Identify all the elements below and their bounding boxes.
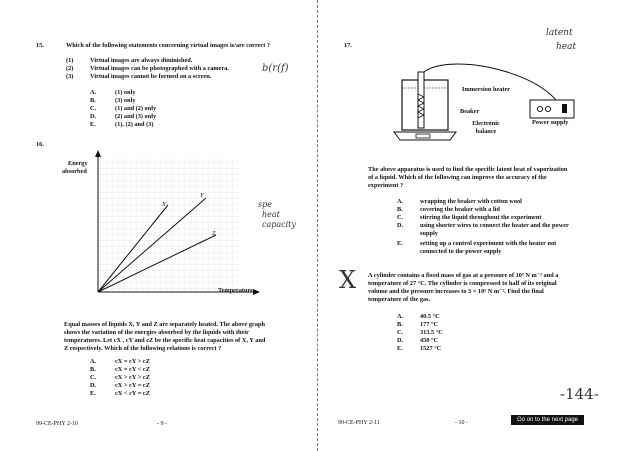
q15-statement-1: Virtual images are always diminished.: [90, 57, 193, 64]
q17-option-a-label[interactable]: A.: [397, 198, 404, 205]
q17-text-line-1: The above apparatus is used to find the specific latent heat of vaporization: [368, 166, 568, 173]
graph-y-label-2: absorbed: [62, 168, 87, 175]
q15-statement-2: Virtual images can be photographed with a camera.: [90, 65, 229, 72]
column-divider: [317, 0, 319, 451]
q15-option-c[interactable]: (1) and (2) only: [115, 105, 157, 112]
q16-handwritten-3: capacity: [262, 220, 296, 229]
y-axis-arrow-icon: [95, 150, 101, 157]
q17-option-e-label[interactable]: E.: [397, 240, 403, 247]
terminal-1-icon: [538, 107, 543, 112]
q17-option-d[interactable]: using shorter wires to connect the heater and the power: [420, 222, 569, 229]
q18-text-line-1: A cylinder contains a fixed mass of gas at a pressure of 10⁵ N m⁻² and a: [368, 272, 559, 279]
q17-handwritten-1: latent: [546, 28, 573, 38]
left-footer-page: - 9 -: [157, 421, 167, 427]
graph-grid: [98, 158, 238, 292]
energy-temperature-graph: [88, 150, 263, 300]
q18-option-c-label[interactable]: C.: [397, 329, 404, 336]
heater-wire: [424, 64, 556, 100]
left-footer-code: 99-CE-PHY 2-10: [36, 421, 78, 427]
q18-option-c[interactable]: 313.5 °C: [420, 329, 443, 336]
q17-option-b-label[interactable]: B.: [397, 206, 403, 213]
q16-option-a[interactable]: cX = cY > cZ: [115, 358, 150, 365]
terminal-2-icon: [546, 107, 551, 112]
q16-option-b-label[interactable]: B.: [90, 366, 96, 373]
q16-handwritten-1: spe: [258, 200, 272, 209]
q15-option-b[interactable]: (3) only: [115, 97, 136, 104]
q15-option-b-label[interactable]: B.: [90, 97, 96, 104]
q18-option-e-label[interactable]: E.: [397, 345, 403, 352]
q17-option-d-line-2[interactable]: supply: [420, 230, 438, 237]
q18-option-b-label[interactable]: B.: [397, 321, 403, 328]
q15-statement-3-label: (3): [66, 73, 74, 80]
q16-option-d[interactable]: cX > cY = cZ: [115, 382, 150, 389]
label-immersion-heater: Immersion heater: [462, 86, 511, 93]
q16-text-line-4: Z respectively. Which of the following relations is correct ?: [64, 345, 222, 352]
right-footer-code: 99-CE-PHY 2-11: [338, 420, 380, 426]
q15-statement-2-label: (2): [66, 65, 74, 72]
line-y-label: Y: [200, 192, 204, 199]
q18-option-e[interactable]: 1527 °C: [420, 345, 442, 352]
q15-option-d[interactable]: (2) and (3) only: [115, 113, 157, 120]
x-axis-arrow-icon: [253, 289, 260, 295]
q18-cross-mark: X: [339, 266, 357, 294]
q15-statement-3: Virtual images cannot be formed on a screen.: [90, 73, 212, 80]
page-note-handwritten: -144-: [560, 385, 599, 403]
power-switch-icon: [562, 104, 567, 113]
q18-text-line-4: temperature of the gas.: [368, 296, 431, 303]
q16-option-e-label[interactable]: E.: [90, 390, 96, 397]
q17-option-c[interactable]: stirring the liquid throughout the experiment: [420, 214, 542, 221]
q17-option-d-label[interactable]: D.: [397, 222, 404, 229]
q16-handwritten-2: heat: [262, 210, 280, 219]
power-supply-box: [530, 100, 574, 118]
q18-option-d[interactable]: 450 °C: [420, 337, 439, 344]
q15-handwritten-note: b(r(f): [262, 63, 289, 74]
q16-option-b[interactable]: cX = cY < cZ: [115, 366, 150, 373]
q16-text-line-2: shows the variation of the energies absorbed by the liquids with their: [64, 329, 249, 336]
immersion-heater: [418, 72, 424, 128]
q18-option-b[interactable]: 177 °C: [420, 321, 439, 328]
q15-option-e-label[interactable]: E.: [90, 121, 96, 128]
q15-option-a[interactable]: (1) only: [115, 89, 136, 96]
line-z-label: Z: [212, 230, 216, 237]
graph-x-label: Temperature: [218, 287, 253, 294]
q15-option-e[interactable]: (1), (2) and (3): [115, 121, 154, 128]
q16-option-c-label[interactable]: C.: [90, 374, 97, 381]
label-beaker: Beaker: [460, 108, 480, 115]
label-electronic-balance: Electronic balance: [472, 120, 500, 135]
q15-question: Which of the following statements concerning virtual images is/are correct ?: [66, 42, 271, 49]
q17-option-c-label[interactable]: C.: [397, 214, 404, 221]
q18-option-a[interactable]: 40.5 °C: [420, 313, 440, 320]
q15-option-a-label[interactable]: A.: [90, 89, 97, 96]
q16-option-c[interactable]: cX > cY > cZ: [115, 374, 150, 381]
q17-text-line-3: experiment ?: [368, 182, 404, 189]
q16-option-a-label[interactable]: A.: [90, 358, 97, 365]
next-page-button[interactable]: Go on to the next page: [511, 415, 584, 425]
q16-text-line-1: Equal masses of liquids X, Y and Z are separately heated. The above graph: [64, 321, 265, 328]
q16-number: 16.: [36, 141, 44, 148]
q18-option-a-label[interactable]: A.: [397, 313, 404, 320]
q17-option-b[interactable]: covering the beaker with a lid: [420, 206, 500, 213]
beaker: [402, 80, 448, 130]
q17-text-line-2: of a liquid. Which of the following can improve the accuracy of the: [368, 174, 547, 181]
right-footer-page: - 10 -: [455, 420, 468, 426]
q17-number: 17.: [344, 42, 352, 49]
q18-option-d-label[interactable]: D.: [397, 337, 404, 344]
q15-option-d-label[interactable]: D.: [90, 113, 97, 120]
q17-option-e[interactable]: setting up a control experiment with the heater not: [420, 240, 557, 247]
line-x-label: X: [162, 201, 166, 208]
q17-option-a[interactable]: wrapping the beaker with cotton wool: [420, 198, 522, 205]
graph-y-label-1: Energy: [68, 160, 88, 167]
q18-text-line-2: temperature of 27 °C. The cylinder is compressed to half of its original: [368, 280, 557, 287]
q15-number: 15.: [36, 42, 44, 49]
label-power-supply: Power supply: [532, 119, 569, 126]
q16-option-e[interactable]: cX < cY = cZ: [115, 390, 150, 397]
q17-handwritten-2: heat: [556, 42, 577, 52]
electronic-balance: [394, 132, 456, 140]
q18-text-line-3: volume and the pressure increases to 3 × 10⁵ N m⁻². Find the final: [368, 288, 544, 295]
q15-option-c-label[interactable]: C.: [90, 105, 97, 112]
balance-display: [416, 134, 430, 138]
q16-option-d-label[interactable]: D.: [90, 382, 97, 389]
q15-statement-1-label: (1): [66, 57, 74, 64]
q17-option-e-line-2[interactable]: connected to the power supply: [420, 248, 502, 255]
q16-text-line-3: temperatures. Let cX , cY and cZ be the specific heat capacities of X, Y and: [64, 337, 266, 344]
